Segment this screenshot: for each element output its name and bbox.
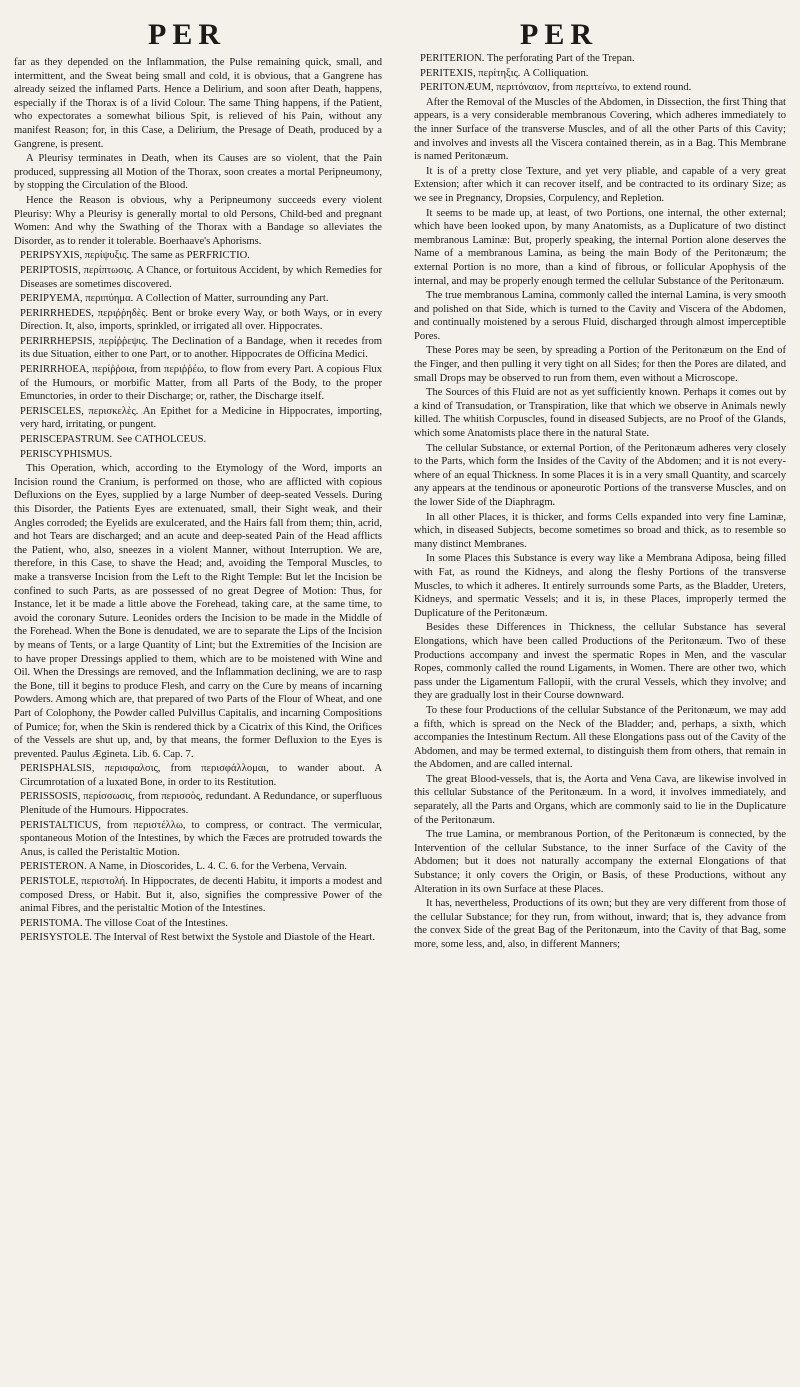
dictionary-entry: PERISTALTICUS, from περιστέλλω, to compress, or contract. The vermicular, spontaneous Motion of the Intestines, by which the Fæces are protruded towards the Anus, is called the Peristaltic Motion. (20, 819, 382, 858)
dictionary-entry: PERISYSTOLE. The Interval of Rest betwixt the Systole and Diastole of the Heart. (20, 932, 376, 944)
dictionary-entry: PERISPHALSIS, περισφαλσις, from περισφάλλομαι, to wander about. A Circumrotation of a luxated Bone, in order to its Restitution. (20, 763, 382, 788)
paragraph: These Pores may be seen, by spreading a Portion of the Peritonæum on the End of the Finger, and then pulling it very tight on all Sides; for then the Pores are dilated, and small Drops may be observed to run from them, even without a Microscope. (414, 345, 786, 384)
dictionary-entry: PERISSOSIS, περίσσωσις, from περισσὸς, redundant. A Redundance, or superfluous Plenitude of the Humours. Hippocrates. (20, 791, 382, 817)
dictionary-entry: PERIPYEMA, περιπύημα. A Collection of Matter, surrounding any Part. (20, 293, 329, 305)
running-head-left: PER (148, 18, 226, 51)
dictionary-entry: PERISTOLE, περιστολή. In Hippocrates, de decenti Habitu, it imports a modest and composed Dress, or Habit. But it, also, signifies the compressive Power of the animal Fibres, and the peristaltic Motion of the Intestines. (20, 876, 382, 915)
paragraph: Besides these Differences in Thickness, the cellular Substance has several Elongations, which have been called Productions of the Peritonæum. Two of these Productions accompany and invest the spermatic Ropes in Men, and the vascular Ropes, commonly called the round Ligaments, in Women. There are other two, which pass under the Ligamentum Fallopii, with the crural Vessels, which they involve; and they are gradually lost in their Course downward. (414, 622, 786, 702)
running-head-right: PER (520, 18, 598, 51)
paragraph: To these four Productions of the cellular Substance of the Peritonæum, we may add a fifth, which is spread on the Neck of the Bladder; and, perhaps, a sixth, which accompanies the Intestinum Rectum. All these Elongations pass out of the Cavity of the Abdomen, and may be termed external, to distinguish them from others, that remain in the Abdomen, and are called internal. (414, 704, 786, 771)
dictionary-entry: PERISCYPHISMUS. (20, 448, 113, 460)
dictionary-entry: PERISCEPASTRUM. See CATHOLCEUS. (20, 434, 207, 446)
paragraph: The true Lamina, or membranous Portion, of the Peritonæum is connected, by the Intervention of the cellular Substance, to the inner Surface of the Cavity of the Abdomen; but it does not naturally accompany the external Elongations of that Substance; it only covers the Origin, or Basis, of these Productions, without any Alteration in its own Surface at these Places. (414, 829, 786, 895)
paragraph: After the Removal of the Muscles of the Abdomen, in Dissection, the first Thing that appears, is a very considerable membranous Covering, which adheres immediately to the inner Surface of the transverse Muscles, and of all the other Parts of this Cavity; and involves and invests all the Viscera contained therein, as in a Bag. This Membrane is named Peritonæum. (414, 96, 786, 163)
paragraph: It is of a pretty close Texture, and yet very pliable, and capable of a very great Extension; after which it can recover itself, and be contracted to its ordinary Size; as we see in Pregnancy, Dropsies, Corpulency, and Repletion. (414, 165, 786, 204)
paragraph: far as they depended on the Inflammation, the Pulse remaining quick, small, and intermittent, and the Sweat being small and cold, it is obvious, that a Gangrene has already seized the inflamed Parts. Hence a Delirium, and soon after Death, happens, especially if the Thorax is of a livid Colour. The same Thing happens, if the Patient, who expectorates a somewhat bilious Spit, is relieved of his Pain, without any manifest Reason; for, in this Case, a Delirium, the Presage of Death, produced by a Gangrene, is present. (14, 57, 382, 150)
paragraph: A Pleurisy terminates in Death, when its Causes are so violent, that the Pain produced, suppressing all Motion of the Thorax, soon creates a mortal Peripneumony, by stopping the Circulation of the Blood. (14, 153, 382, 192)
dictionary-entry: PERIPTOSIS, περίπτωσις. A Chance, or fortuitous Accident, by which Remedies for Diseases are sometimes discovered. (20, 264, 382, 290)
paragraph: Hence the Reason is obvious, why a Peripneumony succeeds every violent Pleurisy: Why a Pleurisy is generally mortal to old Persons, Child-bed and pregnant Women: And why the Swathing of the Thorax with a Bandage so alleviates the Disorder, as to render it tolerable. Boerhaave's Aphorisms. (14, 194, 382, 247)
dictionary-entry: PERISTERON. A Name, in Dioscorides, L. 4. C. 6. for the Verbena, Vervain. (20, 861, 348, 873)
paragraph: In some Places this Substance is every way like a Membrana Adiposa, being filled with Fat, as round the Kidneys, and along the fleshy Portions of the transverse Muscles, to which it adheres. It entirely surrounds some Parts, as the Bladder, Ureters, Kidneys, and spermatic Vessels; and it is, in these Places, improperly termed the Duplicature of the Peritonæum. (414, 553, 786, 619)
dictionary-entry: PERIRRHEDES, περιῤῥηδὲς. Bent or broke every Way, or both Ways, or in every Direction. It, also, imports, sprinkled, or irrigated all over. Hippocrates. (20, 307, 382, 333)
paragraph: The Sources of this Fluid are not as yet sufficiently known. Perhaps it comes out by a kind of Transudation, or Transpiration, like that which we observe in Animals newly killed. The whitish Corpuscles, found in diseased Subjects, are no Proof of the Glands, which some Anatomists place there in the natural State. (414, 387, 786, 440)
paragraph: In all other Places, it is thicker, and forms Cells expanded into very fine Laminæ, which, in diseased Subjects, become sometimes so broad and thick, as to resemble so many distinct Membranes. (414, 511, 786, 550)
dictionary-entry: PERISTOMA. The villose Coat of the Intestines. (20, 917, 228, 929)
left-column (14, 56, 382, 1374)
dictionary-entry: PERITEXIS, περίτηξις. A Colliquation. (420, 67, 589, 79)
paragraph: The cellular Substance, or external Portion, of the Peritonæum adheres very closely to the Parts, which form the Insides of the Cavity of the Abdomen; and it is not every-where of an equal Thickness. In some Places it is in a very small Quantity, and scarcely any appears at the tendinous or aponeurotic Portions of the transverse Muscles, and on the lower Side of the Diaphragm. (414, 442, 786, 508)
paragraph: It seems to be made up, at least, of two Portions, one internal, the other external; which have been looked upon, by many Anatomists, as a Duplicature of two distinct membranous Laminæ: But, properly speaking, the internal Portion alone deserves the Name of a membranous Lamina, as being the main Body of the Peritonæum; the external Portion is no more, than a kind of fibrous, or follicular Apophysis of the internal, and may be properly enough termed the cellular Substance of the Peritonæum. (414, 207, 786, 287)
dictionary-entry: PERITERION. The perforating Part of the Trepan. (420, 53, 635, 64)
paragraph: The true membranous Lamina, commonly called the internal Lamina, is very smooth and polished on that Side, which is turned to the Cavity and Viscera of the Abdomen, and continually moistened by a serous Fluid, discharged through almost imperceptible Pores. (414, 290, 786, 342)
dictionary-entry: PERISCELES, περισκελὲς. An Epithet for a Medicine in Hippocrates, importing, very hard, irritating, or pungent. (20, 405, 382, 431)
dictionary-entry: PERIRRHEPSIS, περίῤῥεψις. The Declination of a Bandage, when it recedes from its due Situation, either to one Part, or to another. Hippocrates de Officina Medici. (20, 335, 382, 361)
dictionary-entry: PERIPSYXIS, περίψυξις. The same as PERFRICTIO. (20, 250, 250, 262)
dictionary-entry: PERIRRHOEA, περίῤῥοια, from περιῤῥέω, to flow from every Part. A copious Flux of the Humours, or morbific Matter, from all Parts of the Body, to the proper Emunctories, in order to their Discharge; or, rather, the Discharge itself. (20, 364, 382, 403)
paragraph: It has, nevertheless, Productions of its own; but they are very different from those of the cellular Substance; for they run, from without, inward; that is, they advance from the convex Side of the great Bag of the Peritonæum, into the Cavity of that Bag, some more, some less, and, also, in different Manners; (414, 898, 786, 950)
paragraph: This Operation, which, according to the Etymology of the Word, imports an Incision round the Cranium, is performed on those, who are afflicted with copious Defluxions on the Eyes, supplied by a large Number of deep-seated Vessels. During this Disorder, the Patients Eyes are extenuated, small, their Sight weak, and their Angles corroded; the Eyelids are exulcerated, and the Hairs fall from them; thin, acrid, and hot Tears are discharged; and an acute and deep-seated Pain of the Head afflicts the Patient, who, also, sneezes in a violent Manner, without Interruption. We are, therefore, in this Case, to shave the Head; and, avoiding the Temporal Muscles, to make a transverse Incision from the Left to the Right Temple: But let the Incision be confined to such Parts, as are possessed of no great Degree of Motion: Thus, for Instance, let it be made a little above the Forehead, taking care, at the same time, to avoid the coronary Suture. Leonides orders the Incision to be made in the Middle of the Forehead. When the Bone is denudated, we are to separate the Lips of the Incision by means of Tents, or a large Quantity of Lint; but the Extremities of the Incision are to have proper Dressings applied to them, which are to be moistened with Wine and Oil. When the Dressings are removed, and the Inflammation declining, we are to rasp the Bone, till it begins to produce Flesh, and carry on the Cure by means of incarning Powders. Among which are, that prepared of two Parts of the Flour of Wheat, and one Part of Colophony, the Powder called Pulvillus Capitalis, and incarning Compositions of Pumice; for, when the Skin is rendered thick by a Cicatrix of this Kind, the Orifices of the Vessels are shut up, and, by that means, the former Defluxion to the Eyes is prevented. Paulus Ægineta. Lib. 6. Cap. 7. (14, 463, 382, 760)
dictionary-entry: PERITONÆUM, περιτόναιον, from περιτείνω, to extend round. (420, 82, 692, 94)
paragraph: The great Blood-vessels, that is, the Aorta and Vena Cava, are likewise involved in this cellular Substance of the Peritonæum. In a word, it involves immediately, and separately, all the Parts and Organs, which are commonly said to lie in the Duplicature of the Peritonæum. (414, 773, 786, 826)
right-column (414, 52, 786, 1370)
